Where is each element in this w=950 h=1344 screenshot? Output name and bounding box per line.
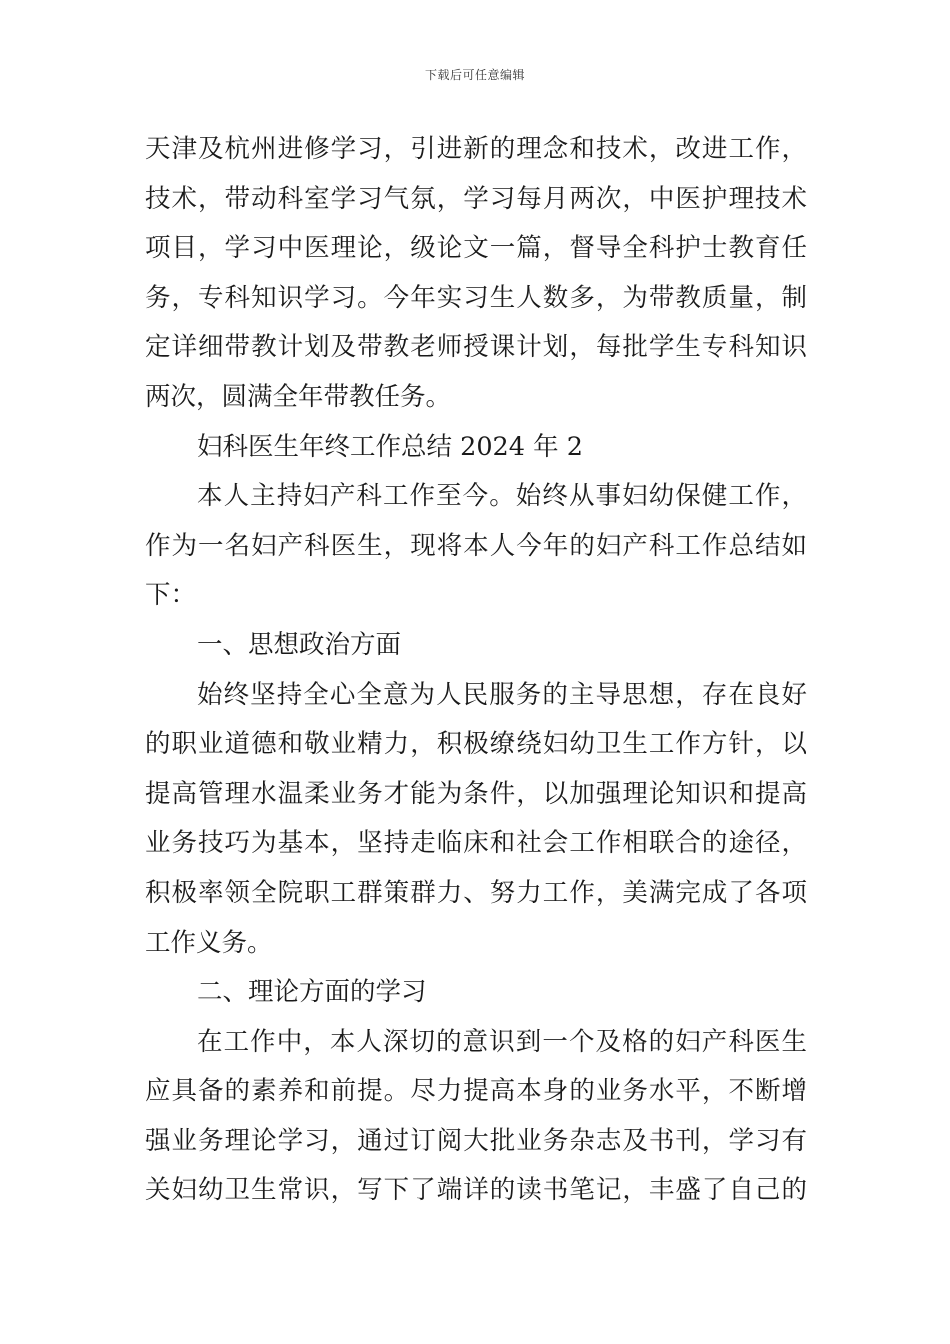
text-line: 技术，带动科室学习气氛，学习每月两次，中医护理技术	[145, 183, 807, 214]
text-line: 应具备的素养和前提。尽力提高本身的业务水平，不断增	[145, 1076, 807, 1107]
text-line: 积极率领全院职工群策群力、努力工作，美满完成了各项	[145, 877, 807, 908]
text-line: 一、思想政治方面	[197, 629, 402, 660]
text-line: 务，专科知识学习。今年实习生人数多，为带教质量，制	[145, 282, 807, 313]
text-line: 关妇幼卫生常识，写下了端详的读书笔记，丰盛了自己的	[145, 1175, 807, 1206]
text-line: 作为一名妇产科医生，现将本人今年的妇产科工作总结如	[145, 530, 807, 561]
text-line: 下：	[145, 580, 197, 611]
text-line: 妇科医生年终工作总结 2024 年 2	[197, 431, 583, 462]
text-line: 工作义务。	[145, 927, 273, 958]
page-header-note: 下载后可任意编辑	[424, 68, 525, 82]
text-line: 项目，学习中医理论，级论文一篇，督导全科护士教育任	[145, 233, 807, 264]
text-line: 两次，圆满全年带教任务。	[145, 381, 452, 412]
text-line: 在工作中，本人深切的意识到一个及格的妇产科医生	[197, 1026, 807, 1057]
document-body	[145, 125, 807, 1216]
text-line: 的职业道德和敬业精力，积极缭绕妇幼卫生工作方针，以	[145, 729, 807, 760]
text-line: 天津及杭州进修学习，引进新的理念和技术，改进工作，	[145, 134, 807, 164]
text-line: 提高管理水温柔业务才能为条件，以加强理论知识和提高	[145, 778, 807, 809]
text-line: 业务技巧为基本，坚持走临床和社会工作相联合的途径，	[145, 828, 807, 859]
text-line: 二、理论方面的学习	[197, 977, 427, 1008]
text-line: 始终坚持全心全意为人民服务的主导思想，存在良好	[197, 679, 807, 710]
text-line: 定详细带教计划及带教老师授课计划，每批学生专科知识	[145, 332, 807, 363]
text-line: 本人主持妇产科工作至今。始终从事妇幼保健工作，	[197, 481, 807, 512]
text-line: 强业务理论学习，通过订阅大批业务杂志及书刊，学习有	[145, 1125, 807, 1156]
